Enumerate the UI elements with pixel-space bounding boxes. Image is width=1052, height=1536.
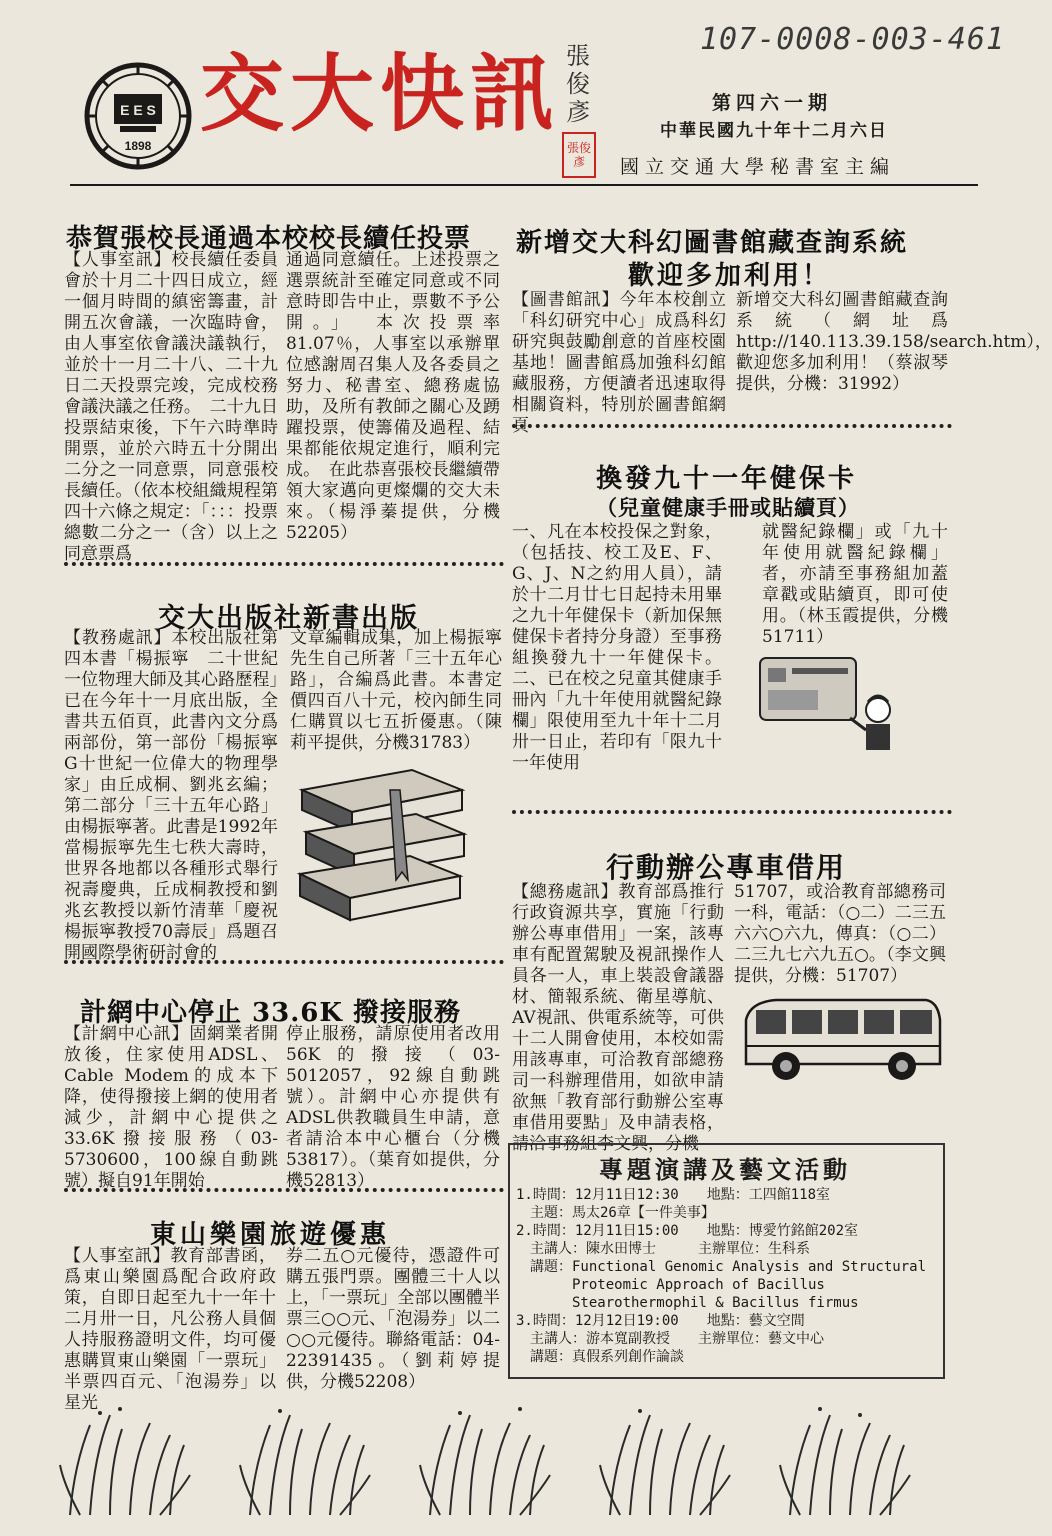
press-headline: 交大出版社新書出版 <box>158 603 419 634</box>
event-line: 主講人：陳水田博士 主辦單位：生科系 <box>516 1241 810 1257</box>
president-col2: 通過同意續任。上述投票之選票統計至確定同意或不同意時即告中止，票數不予公開。」 本次投票率81.07％，人事室以承辦單位感謝周召集人及各委員之努力、秘書室、總務處協助，及所有教師之關心及踴躍投票，使籌備及過程、結果都能依規定進行，順利完成。 在此恭喜張校長繼續帶領大家邁向更燦爛的交大未來。（楊淨蓁提供，分機52205） <box>286 250 500 543</box>
park-headline: 東山樂園旅遊優惠 <box>150 1220 391 1250</box>
dotted-divider <box>64 1188 504 1192</box>
serial-number: 107-0008-003-461 <box>700 22 1005 57</box>
health-card-illustration <box>750 650 900 760</box>
newspaper-title: 交大快訊 <box>200 44 561 143</box>
park-col1: 【人事室訊】教育部書函，爲東山樂園爲配合政府政策，自即日起至九十一年十二月卅一日，凡公務人員個人持服務證明文件，均可優惠購買東山樂園「一票玩」半票四百元、「泡湯券」以星光 <box>64 1246 276 1413</box>
event-line: 講題：Functional Genomic Analysis and Structural <box>516 1259 927 1275</box>
president-col1: 【人事室訊】校長續任委員會於十月二十四日成立，經一個月時間的縝密籌畫，計開五次會議，一次臨時會，由人事室依會議決議執行，並於十一月二十八、二十九日二天投票完竣，完成校務會議決議之任務。 二十九日投票結束後，下午六時準時開票，並於六時五十分開出二分之一同意票，同意張校長續任。（依本校組織規程第四十六條之規定：「：：：投票總數二分之一（含）以上之同意票爲 <box>64 250 278 564</box>
event-line: 2.時間：12月11日15:00 地點：博愛竹銘館202室 <box>516 1223 859 1239</box>
health-card-headline: 換發九十一年健保卡 <box>596 464 858 494</box>
press-col2: 文章編輯成集，加上楊振寧先生自己所著「三十五年心路」，合編爲此書。本書定價四百八十元，校內師生同仁購買以七五折優惠。（陳莉平提供，分機31783） <box>290 628 502 753</box>
library-headline-2: 歡迎多加利用！ <box>628 261 832 291</box>
publisher-line: 國立交通大學秘書室主編 <box>620 156 896 178</box>
svg-text:E E S: E E S <box>120 102 156 118</box>
library-col1: 【圖書館訊】今年本校創立「科幻研究中心」成爲科幻研究與鼓勵創意的首座校園基地！圖書館爲加強科幻館藏服務，方便讀者迅速取得相關資料，特別於圖書館網頁 <box>512 290 726 436</box>
car-col1: 【總務處訊】教育部爲推行行政資源共享，實施「行動辦公專車借用」一案，該專車有配置駕駛及視訊操作人員各一人，車上裝設會議器材、簡報系統、衛星導航、AV視訊、供電系統等，可供十二人開會使用，本校如需用該專車，可洽教育部總務司一科辦理借用，如欲申請欲無「教育部行動辦公室專車借用要點」及申請表格，請洽事務組李文興，分機 <box>512 882 724 1154</box>
events-list <box>516 1186 936 1366</box>
network-col1: 【計網中心訊】固網業者開放後，住家使用ADSL、Cable Modem的成本下降，使得撥接上網的使用者減少，計網中心提供之33.6K撥接服務（03-5730600，100線自動跳號）擬自91年開始 <box>64 1024 278 1191</box>
event-line: 3.時間：12月12日19:00 地點：藝文空間 <box>516 1313 805 1329</box>
calligraphy-signature: 張俊彥 <box>566 42 590 126</box>
event-line: 1.時間：12月11日12:30 地點：工四館118室 <box>516 1187 831 1203</box>
event-line: Stearothermophil & Bacillus firmus <box>516 1295 859 1311</box>
press-col1: 【教務處訊】本校出版社第四本書「楊振寧 二十世紀一位物理大師及其心路歷程」已在今年十一月底出版，全書共五佰頁，此書內文分爲兩部份，第一部份「楊振寧 G十世紀一位偉大的物理學家」由丘成桐、劉兆玄編；第二部分「三十五年心路」由楊振寧著。此書是1992年當楊振寧先生七秩大壽時，世界各地都以各種形式舉行祝壽慶典，丘成桐教授和劉兆玄教授以新竹清華「慶祝楊振寧教授70壽辰」爲題召開國際學術研討會的 <box>64 628 295 963</box>
car-col2: 51707，或洽教育部總務司一科，電話：（○二）二三五六六○六九，傳真：（○二）二三九七六九五○。（李文興提供，分機：51707） <box>734 882 946 986</box>
masthead-divider <box>70 184 978 186</box>
events-title: 專題演講及藝文活動 <box>599 1155 851 1184</box>
health-card-col2: 就醫紀錄欄」或「九十年使用就醫紀錄欄」者，亦請至事務組加蓋章戳或貼續頁，即可使用。（林玉霞提供，分機51711） <box>762 522 948 647</box>
health-card-col1: 一、凡在本校投保之對象，（包括技、校工及E、F、G、J、N之約用人員），請於十二月廿七日起持未用畢之九十年健保卡（新加保無健保卡者持分身證）至事務組換發九十一年健保卡。二、已在校之兒童其健康手冊內「九十年使用就醫紀錄欄」限使用至九十年十二月卅一日止，若印有「限九十一年使用 <box>512 522 722 773</box>
dotted-divider <box>512 810 952 814</box>
dotted-divider <box>512 424 952 428</box>
car-headline: 行動辦公專車借用 <box>606 851 847 884</box>
university-logo <box>84 62 192 170</box>
book-stack-illustration <box>292 750 472 925</box>
event-line: 講題：真假系列創作論談 <box>516 1349 684 1365</box>
publication-date: 中華民國九十年十二月六日 <box>660 121 888 141</box>
reed-decoration <box>60 1405 990 1515</box>
dotted-divider <box>64 960 504 964</box>
network-headline: 計網中心停止 33.6K 撥接服務 <box>80 998 462 1028</box>
event-line: Proteomic Approach of Bacillus <box>516 1277 825 1293</box>
library-col2: 新增交大科幻圖書館藏查詢系統（網址爲http://140.113.39.158/search.htm），歡迎您多加利用！（蔡淑琴提供，分機：31992） <box>736 290 1052 394</box>
park-col2: 券二五○元優待，憑證件可購五張門票。團體三十人以上，「一票玩」全部以團體半票三○○元、「泡湯券」以二○○元優待。聯絡電話：04-22391435。（劉莉婷提供，分機52208） <box>286 1246 500 1392</box>
dotted-divider <box>64 562 504 566</box>
health-card-subtitle: （兒童健康手冊或貼續頁） <box>596 495 860 520</box>
svg-text:1898: 1898 <box>124 139 152 153</box>
red-seal: 張俊彥 <box>562 132 596 178</box>
bus-illustration <box>736 990 946 1090</box>
president-headline: 恭賀張校長通過本校校長續任投票 <box>66 224 472 254</box>
library-headline-1: 新增交大科幻圖書館藏查詢系統 <box>516 228 909 258</box>
event-line: 主題：馬太26章【一件美事】 <box>516 1205 715 1221</box>
event-line: 主講人：游本寬副教授 主辦單位：藝文中心 <box>516 1331 824 1347</box>
network-col2: 停止服務，請原使用者改用56K的撥接（03-5012057，92線自動跳號）。計網中心亦提供有ADSL供教職員生申請，意者請洽本中心櫃台（分機53817）。（葉育如提供，分機52813） <box>286 1024 500 1191</box>
issue-number: 第四六一期 <box>712 92 833 114</box>
